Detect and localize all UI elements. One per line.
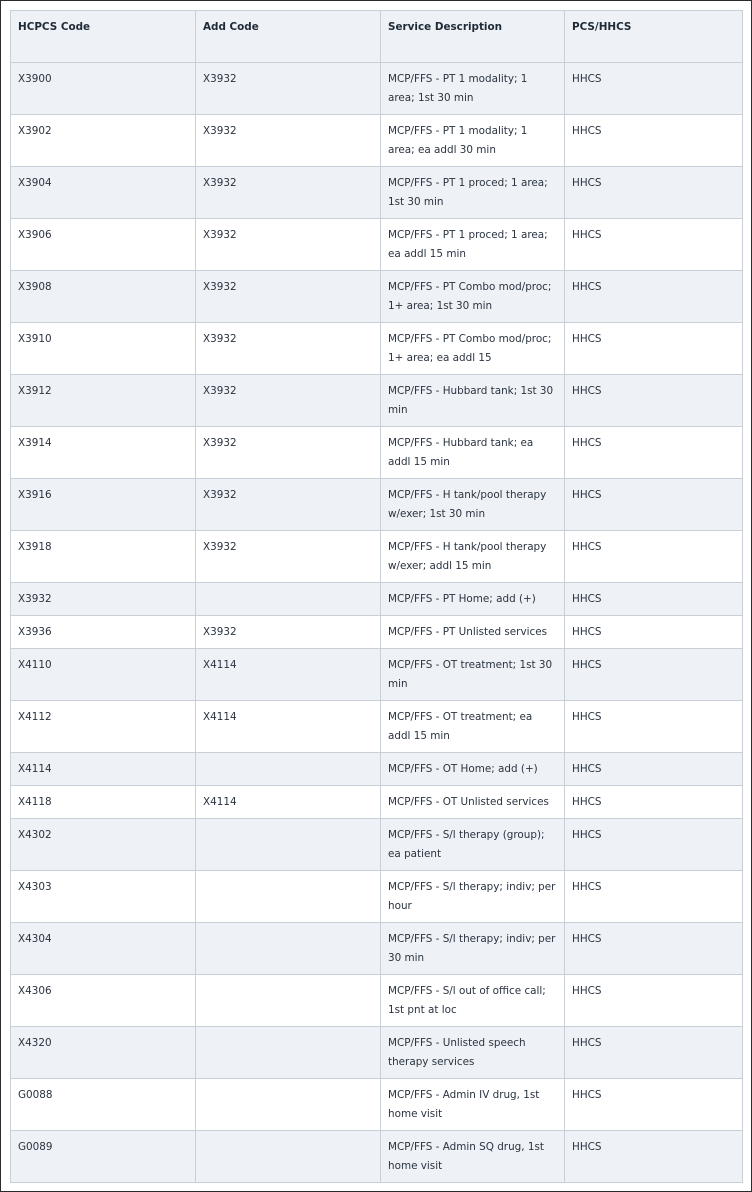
cell-pcs-hhcs: HHCS <box>565 1079 743 1131</box>
table-row <box>11 753 743 786</box>
table-header <box>11 11 743 63</box>
table-row <box>11 219 743 271</box>
cell-add-code <box>196 1131 381 1183</box>
table-row <box>11 1079 743 1131</box>
table-row <box>11 975 743 1027</box>
cell-service-description: MCP/FFS - PT Combo mod/proc; 1+ area; ea addl 15 <box>381 323 565 375</box>
cell-hcpcs-code: X4112 <box>11 701 196 753</box>
header-hcpcs-code: HCPCS Code <box>11 11 196 63</box>
cell-pcs-hhcs: HHCS <box>565 219 743 271</box>
cell-add-code <box>196 923 381 975</box>
cell-service-description: MCP/FFS - PT 1 modality; 1 area; 1st 30 min <box>381 63 565 115</box>
cell-hcpcs-code: X3932 <box>11 583 196 616</box>
table-row <box>11 819 743 871</box>
cell-hcpcs-code: X3936 <box>11 616 196 649</box>
cell-service-description: MCP/FFS - OT treatment; ea addl 15 min <box>381 701 565 753</box>
cell-pcs-hhcs: HHCS <box>565 616 743 649</box>
table-row <box>11 649 743 701</box>
cell-hcpcs-code: X4306 <box>11 975 196 1027</box>
cell-add-code: X3932 <box>196 531 381 583</box>
cell-pcs-hhcs: HHCS <box>565 479 743 531</box>
cell-add-code <box>196 819 381 871</box>
cell-service-description: MCP/FFS - H tank/pool therapy w/exer; 1st 30 min <box>381 479 565 531</box>
cell-pcs-hhcs: HHCS <box>565 167 743 219</box>
cell-service-description: MCP/FFS - PT Home; add (+) <box>381 583 565 616</box>
table-row <box>11 923 743 975</box>
table-row <box>11 375 743 427</box>
table-row <box>11 427 743 479</box>
cell-service-description: MCP/FFS - PT 1 modality; 1 area; ea addl 30 min <box>381 115 565 167</box>
cell-hcpcs-code: X4302 <box>11 819 196 871</box>
cell-add-code: X4114 <box>196 786 381 819</box>
cell-service-description: MCP/FFS - Admin IV drug, 1st home visit <box>381 1079 565 1131</box>
cell-service-description: MCP/FFS - H tank/pool therapy w/exer; addl 15 min <box>381 531 565 583</box>
cell-pcs-hhcs: HHCS <box>565 375 743 427</box>
table-row <box>11 1131 743 1183</box>
table-row <box>11 271 743 323</box>
cell-hcpcs-code: G0089 <box>11 1131 196 1183</box>
cell-pcs-hhcs: HHCS <box>565 975 743 1027</box>
cell-hcpcs-code: X4118 <box>11 786 196 819</box>
table-row <box>11 583 743 616</box>
cell-service-description: MCP/FFS - Hubbard tank; ea addl 15 min <box>381 427 565 479</box>
cell-pcs-hhcs: HHCS <box>565 531 743 583</box>
cell-add-code: X3932 <box>196 167 381 219</box>
cell-hcpcs-code: X3910 <box>11 323 196 375</box>
cell-hcpcs-code: X3918 <box>11 531 196 583</box>
header-add-code: Add Code <box>196 11 381 63</box>
cell-add-code: X3932 <box>196 271 381 323</box>
cell-service-description: MCP/FFS - Hubbard tank; 1st 30 min <box>381 375 565 427</box>
table-row <box>11 701 743 753</box>
cell-pcs-hhcs: HHCS <box>565 753 743 786</box>
cell-service-description: MCP/FFS - PT 1 proced; 1 area; 1st 30 min <box>381 167 565 219</box>
cell-pcs-hhcs: HHCS <box>565 427 743 479</box>
cell-pcs-hhcs: HHCS <box>565 583 743 616</box>
cell-add-code: X3932 <box>196 616 381 649</box>
cell-service-description: MCP/FFS - Unlisted speech therapy services <box>381 1027 565 1079</box>
cell-pcs-hhcs: HHCS <box>565 1027 743 1079</box>
cell-hcpcs-code: X4114 <box>11 753 196 786</box>
cell-service-description: MCP/FFS - PT Unlisted services <box>381 616 565 649</box>
cell-service-description: MCP/FFS - S/l out of office call; 1st pnt at loc <box>381 975 565 1027</box>
table-row <box>11 63 743 115</box>
table-row <box>11 786 743 819</box>
cell-hcpcs-code: X3912 <box>11 375 196 427</box>
cell-pcs-hhcs: HHCS <box>565 63 743 115</box>
cell-add-code <box>196 871 381 923</box>
cell-hcpcs-code: X3914 <box>11 427 196 479</box>
table-row <box>11 871 743 923</box>
cell-service-description: MCP/FFS - OT Unlisted services <box>381 786 565 819</box>
cell-add-code: X4114 <box>196 701 381 753</box>
cell-hcpcs-code: X4110 <box>11 649 196 701</box>
table-row <box>11 323 743 375</box>
cell-add-code: X3932 <box>196 219 381 271</box>
cell-add-code: X3932 <box>196 375 381 427</box>
cell-add-code: X3932 <box>196 115 381 167</box>
header-row <box>11 11 743 63</box>
cell-service-description: MCP/FFS - PT Combo mod/proc; 1+ area; 1st 30 min <box>381 271 565 323</box>
cell-add-code <box>196 975 381 1027</box>
cell-pcs-hhcs: HHCS <box>565 786 743 819</box>
cell-add-code: X4114 <box>196 649 381 701</box>
cell-add-code <box>196 583 381 616</box>
table-row <box>11 115 743 167</box>
cell-hcpcs-code: X3906 <box>11 219 196 271</box>
cell-pcs-hhcs: HHCS <box>565 871 743 923</box>
cell-add-code: X3932 <box>196 479 381 531</box>
table-row <box>11 531 743 583</box>
cell-hcpcs-code: G0088 <box>11 1079 196 1131</box>
cell-service-description: MCP/FFS - S/l therapy; indiv; per 30 min <box>381 923 565 975</box>
cell-pcs-hhcs: HHCS <box>565 115 743 167</box>
cell-hcpcs-code: X3900 <box>11 63 196 115</box>
header-service-description: Service Description <box>381 11 565 63</box>
cell-pcs-hhcs: HHCS <box>565 819 743 871</box>
cell-pcs-hhcs: HHCS <box>565 323 743 375</box>
cell-pcs-hhcs: HHCS <box>565 701 743 753</box>
cell-hcpcs-code: X3904 <box>11 167 196 219</box>
cell-service-description: MCP/FFS - S/l therapy; indiv; per hour <box>381 871 565 923</box>
cell-service-description: MCP/FFS - OT Home; add (+) <box>381 753 565 786</box>
cell-hcpcs-code: X3916 <box>11 479 196 531</box>
cell-add-code <box>196 1027 381 1079</box>
cell-pcs-hhcs: HHCS <box>565 923 743 975</box>
cell-service-description: MCP/FFS - OT treatment; 1st 30 min <box>381 649 565 701</box>
table-row <box>11 167 743 219</box>
cell-pcs-hhcs: HHCS <box>565 271 743 323</box>
table-row <box>11 1027 743 1079</box>
cell-pcs-hhcs: HHCS <box>565 1131 743 1183</box>
cell-service-description: MCP/FFS - Admin SQ drug, 1st home visit <box>381 1131 565 1183</box>
cell-pcs-hhcs: HHCS <box>565 649 743 701</box>
cell-service-description: MCP/FFS - PT 1 proced; 1 area; ea addl 15 min <box>381 219 565 271</box>
cell-add-code <box>196 1079 381 1131</box>
table-row <box>11 479 743 531</box>
header-pcs-hhcs: PCS/HHCS <box>565 11 743 63</box>
hcpcs-code-table <box>10 10 743 1183</box>
cell-hcpcs-code: X4303 <box>11 871 196 923</box>
table-body <box>11 63 743 1183</box>
cell-add-code: X3932 <box>196 63 381 115</box>
cell-add-code <box>196 753 381 786</box>
cell-service-description: MCP/FFS - S/l therapy (group); ea patient <box>381 819 565 871</box>
cell-hcpcs-code: X3908 <box>11 271 196 323</box>
cell-add-code: X3932 <box>196 427 381 479</box>
cell-hcpcs-code: X4304 <box>11 923 196 975</box>
table-row <box>11 616 743 649</box>
cell-add-code: X3932 <box>196 323 381 375</box>
cell-hcpcs-code: X3902 <box>11 115 196 167</box>
cell-hcpcs-code: X4320 <box>11 1027 196 1079</box>
